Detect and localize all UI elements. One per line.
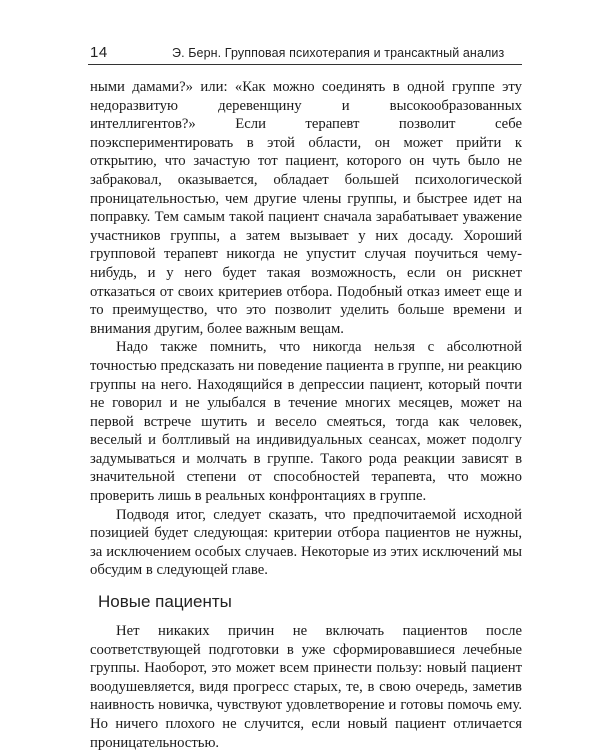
section-heading: Новые пациенты	[98, 592, 232, 612]
paragraph: Надо также помнить, что никогда нельзя с абсолютной точностью предсказать ни поведение пациента в группе, ни реакцию группы на него. Находящийся в депрессии пациент, который почти не говорил и не улыбался в течение многих месяцев, может на первой встрече шутить и весело смеяться, тогда как человек, веселый и болтливый на индивидуальных сеансах, может подолгу задумываться и молчать в группе. Такого рода реакции зависят в значительной степени от способностей терапевта, что можно проверить лишь в реальных конфронтациях в группе.	[90, 339, 522, 505]
paragraph: Подводя итог, следует сказать, что предпочитаемой исходной позицией будет следующая: критерии отбора пациентов не нужны, за исключением особых случаев. Некоторые из этих исключений мы обсудим в следующей главе.	[90, 506, 522, 579]
page-header	[88, 42, 522, 65]
paragraph: Нет никаких причин не включать пациентов после соответствующей подготовки в уже сформировавшиеся лечебные группы. Наоборот, это может всем принести пользу: новый пациент воодушевляется, видя прогресс старых, те, в свою очередь, заметив наивность новичка, чувствуют удовлетворение и готовы помочь ему. Но ничего плохого не случится, если новый пациент отличается проницательностью.	[90, 623, 522, 751]
running-title: Э. Берн. Групповая психотерапия и трансактный анализ	[172, 46, 505, 60]
page-number: 14	[90, 44, 108, 61]
paragraph: ными дамами?» или: «Как можно соединять в одной группе эту недоразвитую деревенщину и высокообразованных интеллигентов?» Если терапевт позволит себе поэкспериментировать в этой области, он может прийти к открытию, что зачастую тот пациент, которого он чуть было не забраковал, оказывается, обладает большей психологической проницательностью, чем другие члены группы, и быстрее идет на поправку. Тем самым такой пациент сначала зарабатывает уважение участников группы, а затем вызывает у них досаду. Хороший групповой терапевт никогда не упустит случая поучиться чему-нибудь, и у него будет такая возможность, если он рискнет отказаться от своих критериев отбора. Подобный отказ имеет еще и то преимущество, что это позволит уделить больше времени и внимания другим, более важным вещам.	[90, 79, 522, 337]
body-text	[90, 78, 522, 752]
